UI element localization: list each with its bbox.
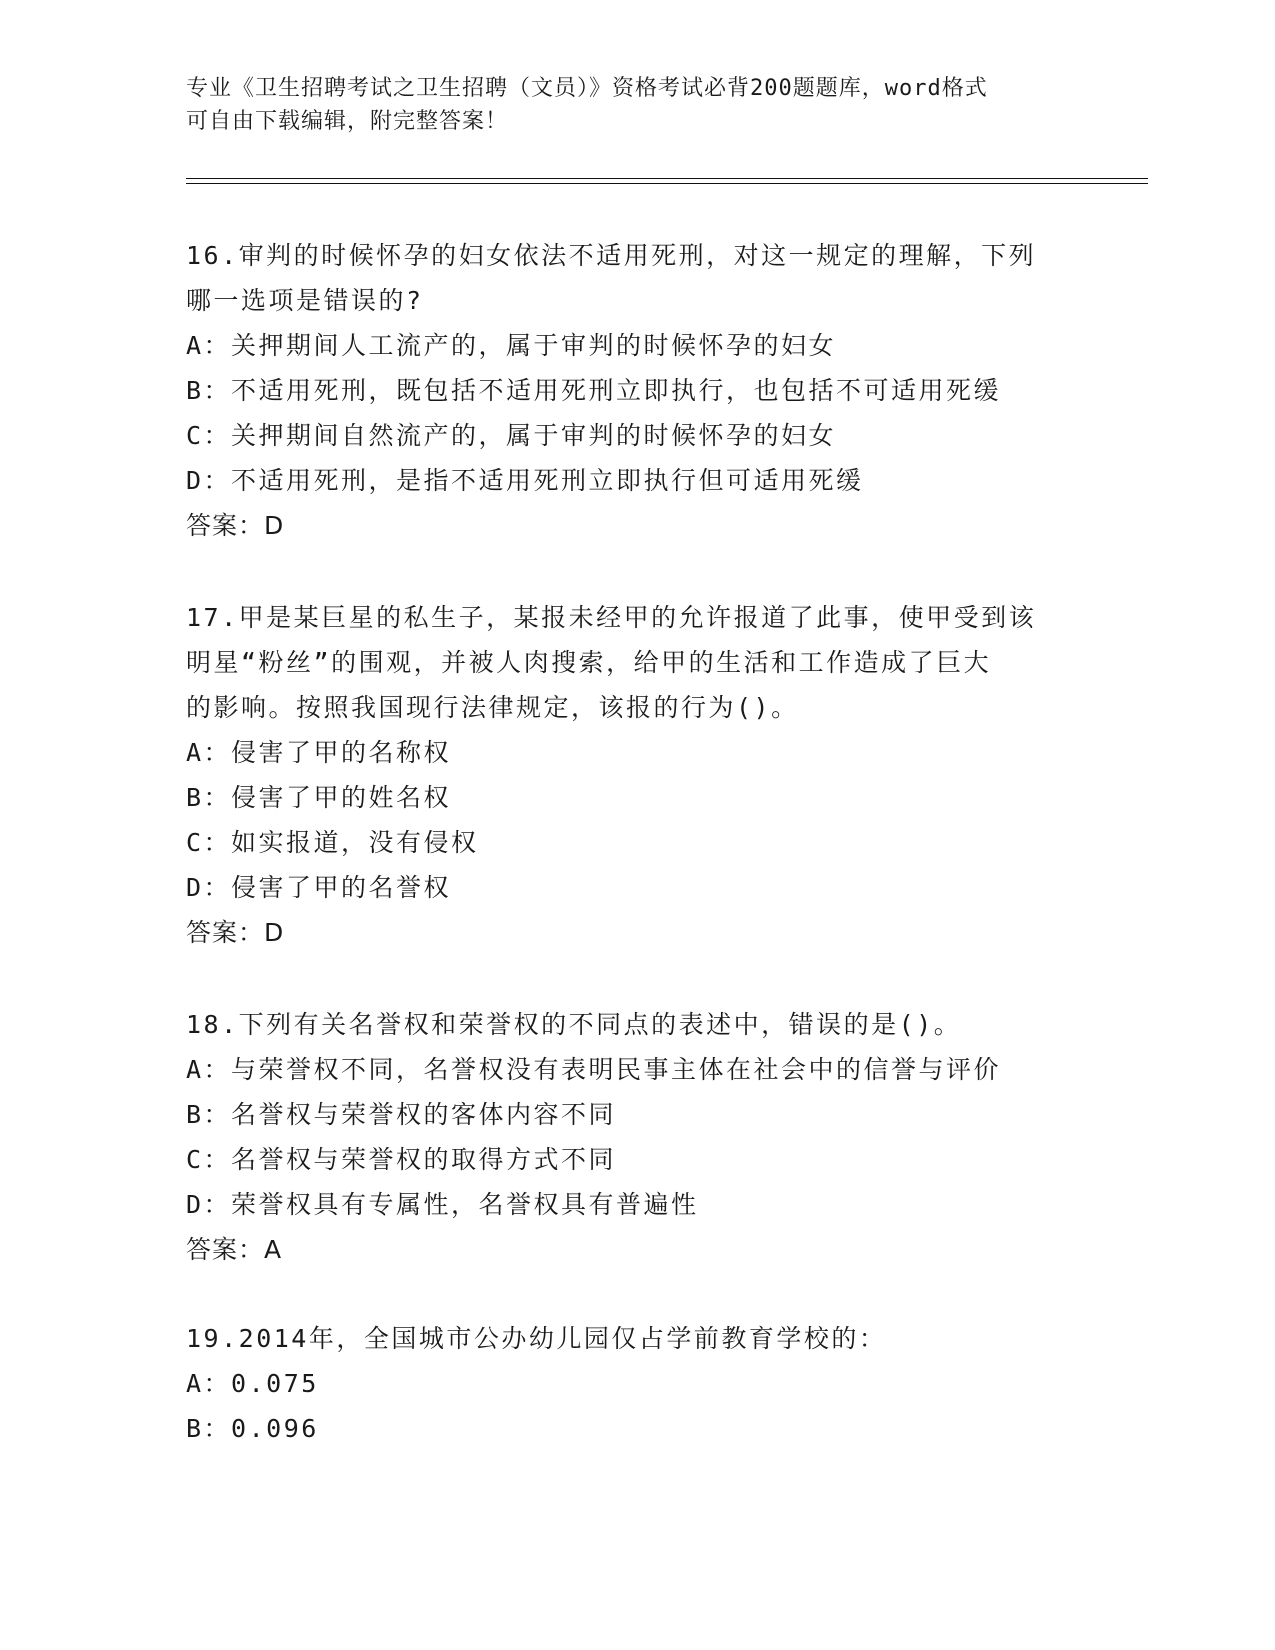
option-d: D：侵害了甲的名誉权 bbox=[186, 873, 452, 902]
question-stem-line: 哪一选项是错误的? bbox=[186, 286, 424, 315]
answer: 答案：D bbox=[186, 918, 285, 947]
option-a: A：关押期间人工流产的，属于审判的时候怀孕的妇女 bbox=[186, 331, 837, 360]
header-line-2: 可自由下载编辑，附完整答案！ bbox=[186, 109, 509, 134]
header-divider-top bbox=[186, 178, 1148, 179]
question-stem-line: 17.甲是某巨星的私生子，某报未经甲的允许报道了此事，使甲受到该 bbox=[186, 603, 1037, 632]
question-stem-line: 19.2014年，全国城市公办幼儿园仅占学前教育学校的： bbox=[186, 1324, 887, 1353]
question-17 bbox=[186, 595, 1086, 955]
option-a: A：与荣誉权不同，名誉权没有表明民事主体在社会中的信誉与评价 bbox=[186, 1055, 1002, 1084]
option-b: B：不适用死刑，既包括不适用死刑立即执行，也包括不可适用死缓 bbox=[186, 376, 1002, 405]
option-d: D：不适用死刑，是指不适用死刑立即执行但可适用死缓 bbox=[186, 466, 864, 495]
header-divider-bottom bbox=[186, 183, 1148, 184]
option-c: C：如实报道，没有侵权 bbox=[186, 828, 479, 857]
answer: 答案：D bbox=[186, 511, 285, 540]
question-stem-line: 16.审判的时候怀孕的妇女依法不适用死刑，对这一规定的理解，下列 bbox=[186, 241, 1037, 270]
question-stem-line: 的影响。按照我国现行法律规定，该报的行为()。 bbox=[186, 693, 799, 722]
answer: 答案：A bbox=[186, 1235, 283, 1264]
option-d: D：荣誉权具有专属性，名誉权具有普遍性 bbox=[186, 1190, 699, 1219]
header-line-1: 专业《卫生招聘考试之卫生招聘（文员）》资格考试必背200题题库，word格式 bbox=[186, 76, 988, 101]
option-c: C：关押期间自然流产的，属于审判的时候怀孕的妇女 bbox=[186, 421, 837, 450]
question-stem-line: 明星“粉丝”的围观，并被人肉搜索，给甲的生活和工作造成了巨大 bbox=[186, 648, 992, 677]
question-18 bbox=[186, 1002, 1086, 1272]
option-b: B：0.096 bbox=[186, 1414, 319, 1443]
document-header bbox=[186, 72, 1086, 138]
question-stem-line: 18.下列有关名誉权和荣誉权的不同点的表述中，错误的是()。 bbox=[186, 1010, 962, 1039]
question-16 bbox=[186, 233, 1086, 548]
question-19 bbox=[186, 1316, 1086, 1451]
option-a: A：0.075 bbox=[186, 1369, 319, 1398]
option-b: B：侵害了甲的姓名权 bbox=[186, 783, 452, 812]
option-a: A：侵害了甲的名称权 bbox=[186, 738, 452, 767]
option-c: C：名誉权与荣誉权的取得方式不同 bbox=[186, 1145, 617, 1174]
option-b: B：名誉权与荣誉权的客体内容不同 bbox=[186, 1100, 617, 1129]
